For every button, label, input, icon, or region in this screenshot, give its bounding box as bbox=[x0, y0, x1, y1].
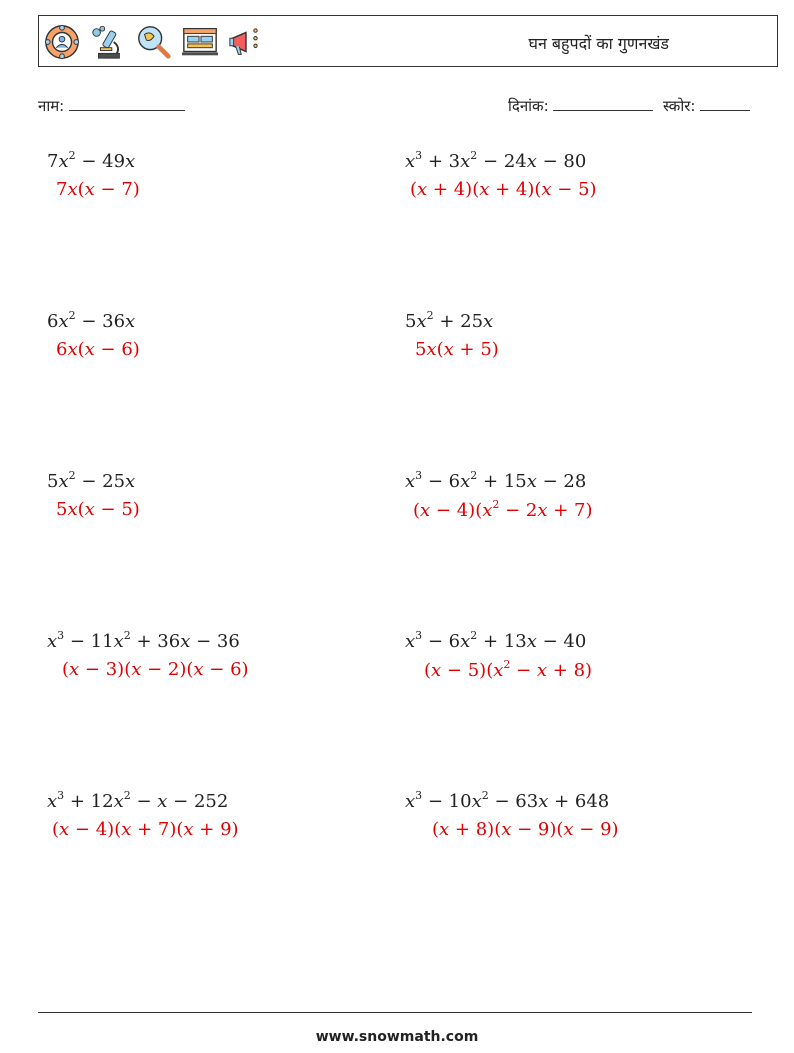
date-label: दिनांक: bbox=[508, 97, 549, 115]
problem-answer: (x + 8)(x − 9)(x − 9) bbox=[432, 819, 619, 840]
problem-3 bbox=[47, 310, 140, 360]
problem-7 bbox=[47, 630, 249, 680]
problem-5 bbox=[47, 470, 140, 520]
score-label: स्कोर: bbox=[662, 97, 696, 115]
problem-question: $x^3 - 11x^2 + 36x - 36$ bbox=[47, 629, 240, 652]
megaphone-icon bbox=[227, 23, 265, 61]
header-icons bbox=[43, 21, 265, 63]
lifebuoy-support-icon bbox=[43, 23, 81, 61]
problem-question: $7x^2 - 49x$ bbox=[47, 149, 136, 172]
date-blank[interactable] bbox=[553, 94, 653, 111]
magnifier-globe-icon bbox=[135, 23, 173, 61]
problem-answer: $(x - 4)(x^2 - 2x + 7)$ bbox=[413, 498, 593, 521]
footer-url[interactable]: www.snowmath.com bbox=[315, 1029, 479, 1045]
problem-answer: (x − 3)(x − 2)(x − 6) bbox=[62, 659, 249, 680]
problem-answer: $(x - 5)(x^2 - x + 8)$ bbox=[424, 658, 593, 681]
name-field bbox=[38, 94, 185, 116]
score-blank[interactable] bbox=[700, 94, 750, 111]
problem-question: $6x^2 - 36x$ bbox=[47, 309, 136, 332]
problem-question: $x^3 - 10x^2 - 63x + 648$ bbox=[405, 789, 610, 812]
problem-8 bbox=[405, 630, 592, 681]
worksheet-header bbox=[38, 15, 778, 67]
problem-6 bbox=[405, 470, 593, 521]
web-window-icon bbox=[181, 23, 219, 61]
problem-question: $x^3 - 6x^2 + 15x - 28$ bbox=[405, 469, 587, 492]
problem-answer: 6x(x − 6) bbox=[56, 339, 140, 360]
name-label: नाम: bbox=[38, 97, 65, 115]
problem-9 bbox=[47, 790, 239, 840]
problem-answer: 7x(x − 7) bbox=[56, 179, 140, 200]
problem-question: $5x^2 + 25x$ bbox=[405, 309, 494, 332]
problem-question: $x^3 + 3x^2 - 24x - 80$ bbox=[405, 149, 587, 172]
date-score-fields bbox=[508, 94, 750, 116]
problem-question: $5x^2 - 25x$ bbox=[47, 469, 136, 492]
problem-answer: (x − 4)(x + 7)(x + 9) bbox=[52, 819, 239, 840]
microscope-icon bbox=[89, 23, 127, 61]
problem-1 bbox=[47, 150, 140, 200]
name-blank[interactable] bbox=[69, 94, 185, 111]
problem-2 bbox=[405, 150, 597, 200]
footer-divider bbox=[38, 1012, 752, 1013]
problem-answer: 5x(x + 5) bbox=[415, 339, 499, 360]
problem-question: $x^3 + 12x^2 - x - 252$ bbox=[47, 789, 229, 812]
problem-question: $x^3 - 6x^2 + 13x - 40$ bbox=[405, 629, 587, 652]
problem-answer: (x + 4)(x + 4)(x − 5) bbox=[410, 179, 597, 200]
worksheet-title: घन बहुपदों का गुणनखंड bbox=[528, 34, 669, 53]
problem-4 bbox=[405, 310, 499, 360]
problem-answer: 5x(x − 5) bbox=[56, 499, 140, 520]
problem-10 bbox=[405, 790, 619, 840]
